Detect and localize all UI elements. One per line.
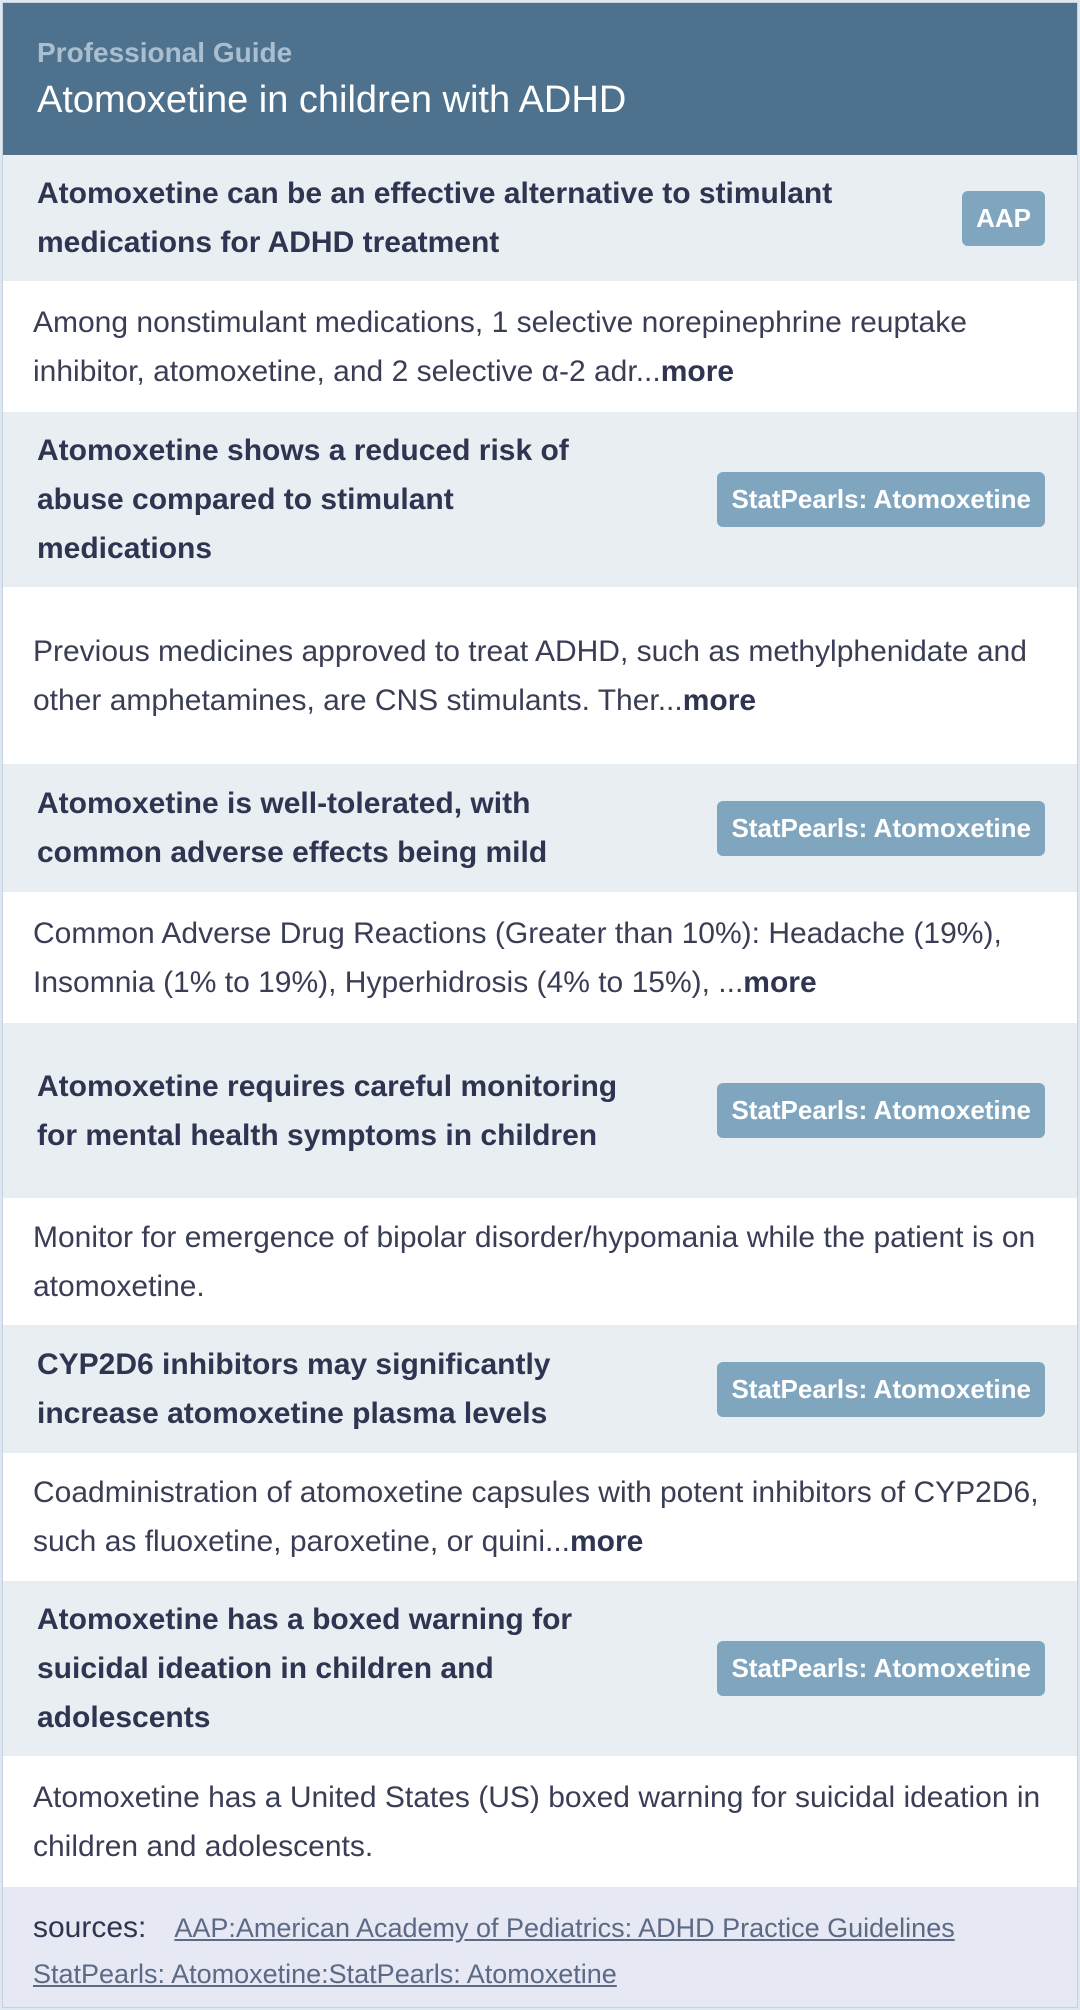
detail-text-wrap (33, 1773, 1047, 1871)
detail-text: Previous medicines approved to treat ADHD, such as methylphenidate and other amphetamines, are CNS stimulants. Ther... (33, 634, 1027, 717)
sources-label: sources: (33, 1911, 147, 1944)
source-badge[interactable]: StatPearls: Atomoxetine (717, 1641, 1045, 1696)
more-link[interactable]: more (660, 354, 735, 388)
claim-text: Atomoxetine requires careful monitoring for mental health symptoms in children (37, 1069, 618, 1152)
source-badge[interactable]: StatPearls: Atomoxetine (717, 472, 1045, 527)
claim-row (3, 155, 1077, 281)
detail-row (3, 1453, 1077, 1581)
source-link-statpearls[interactable]: StatPearls: Atomoxetine:StatPearls: Atomoxetine (33, 1959, 617, 1989)
claim-row (3, 1023, 1077, 1198)
claim-row (3, 1325, 1077, 1453)
detail-row (3, 892, 1077, 1023)
detail-text: Among nonstimulant medications, 1 selective norepinephrine reuptake inhibitor, atomoxetine, and 2 selective α-2 adr... (33, 305, 967, 388)
sources-footer (3, 1887, 1077, 2008)
claim-text: Atomoxetine is well-tolerated, with common adverse effects being mild (37, 787, 548, 869)
detail-row (3, 281, 1077, 412)
detail-row (3, 587, 1077, 764)
detail-row (3, 1756, 1077, 1887)
detail-row (3, 1198, 1077, 1325)
source-badge[interactable]: AAP (962, 191, 1045, 246)
claim-text: Atomoxetine has a boxed warning for suicidal ideation in children and adolescents (37, 1603, 573, 1734)
detail-text-wrap (33, 627, 1047, 725)
claim-text: Atomoxetine shows a reduced risk of abuse compared to stimulant medications (37, 434, 569, 565)
source-badge[interactable]: StatPearls: Atomoxetine (717, 1083, 1045, 1138)
source-badge[interactable]: StatPearls: Atomoxetine (717, 801, 1045, 856)
source-badge[interactable]: StatPearls: Atomoxetine (717, 1362, 1045, 1417)
claim-text: CYP2D6 inhibitors may significantly increase atomoxetine plasma levels (37, 1348, 551, 1430)
claim-text: Atomoxetine can be an effective alternative to stimulant medications for ADHD treatment (37, 177, 833, 259)
guide-kicker: Professional Guide (37, 37, 293, 68)
source-link-aap[interactable]: AAP:American Academy of Pediatrics: ADHD Practice Guidelines (174, 1913, 955, 1943)
claim-row (3, 764, 1077, 892)
more-link[interactable]: more (682, 683, 757, 717)
guide-header (3, 3, 1077, 155)
detail-text-wrap (33, 1213, 1047, 1311)
detail-text: Common Adverse Drug Reactions (Greater than 10%): Headache (19%), Insomnia (1% to 19%), Hyperhidrosis (4% to 15%), ... (33, 916, 1002, 999)
detail-text-wrap (33, 298, 1047, 396)
detail-text: Monitor for emergence of bipolar disorder/hypomania while the patient is on atomoxetine. (33, 1220, 1036, 1303)
detail-text: Atomoxetine has a United States (US) boxed warning for suicidal ideation in children and adolescents. (33, 1780, 1041, 1863)
more-link[interactable]: more (743, 965, 817, 999)
detail-text-wrap (33, 909, 1047, 1007)
claim-row (3, 1581, 1077, 1756)
more-link[interactable]: more (569, 1525, 644, 1558)
claim-row (3, 412, 1077, 587)
guide-card (2, 2, 1078, 2008)
detail-text: Coadministration of atomoxetine capsules with potent inhibitors of CYP2D6, such as fluoxetine, paroxetine, or quini... (33, 1476, 1039, 1558)
guide-title: Atomoxetine in children with ADHD (37, 79, 627, 121)
detail-text-wrap (33, 1468, 1047, 1566)
